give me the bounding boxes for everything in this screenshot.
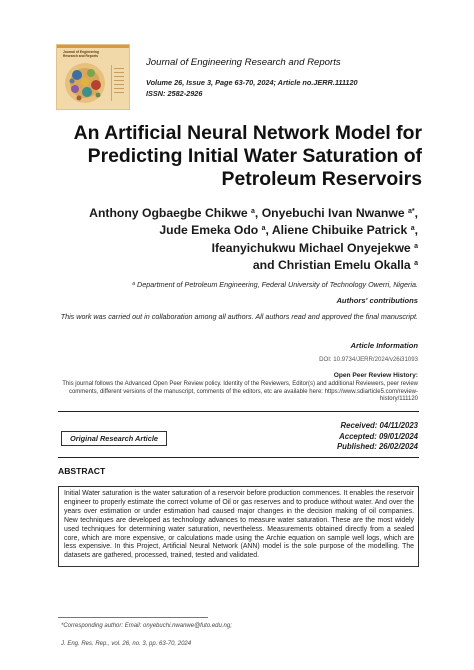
- citation: J. Eng. Res. Rep., vol. 26, no. 3, pp. 63-70, 2024: [61, 641, 192, 647]
- peer-review-text: This journal follows the Advanced Open Peer Review policy. Identity of the Reviewers, Editor(s) and additional Reviewers, peer review comments, different versions of the manuscript, comments of the editors, etc are available here: https://www.sdiarticle5.com/review-history/111120: [62, 381, 418, 402]
- author-list: [18, 204, 418, 273]
- footnote-divider: [58, 617, 208, 618]
- article-title: [22, 122, 422, 191]
- cover-top-strip: [57, 45, 129, 48]
- affiliation-text: Department of Petroleum Engineering, Federal University of Technology Owerri, Nigeria.: [135, 280, 418, 289]
- title-line: An Artificial Neural Network Model for: [73, 122, 422, 144]
- received-date: Received: 04/11/2023: [340, 421, 418, 430]
- issn: ISSN: 2582-2926: [146, 89, 203, 98]
- author-affiliation-mark: a: [251, 208, 255, 215]
- contributions-heading: Authors' contributions: [336, 296, 418, 305]
- affiliation-mark: a: [132, 281, 136, 287]
- author-name: Anthony Ogbaegbe Chikwe: [89, 206, 248, 220]
- abstract-heading: ABSTRACT: [58, 466, 106, 476]
- article-type-badge: Original Research Article: [61, 431, 167, 446]
- contributions-text: This work was carried out in collaboration among all authors. All authors read and approved the final manuscript.: [60, 312, 418, 321]
- volume-issue-line: Volume 26, Issue 3, Page 63-70, 2024; Article no.JERR.111120: [146, 78, 358, 87]
- author-separator: ,: [414, 223, 418, 238]
- cover-artwork: [63, 61, 107, 105]
- author-name: , Onyebuchi Ivan Nwanwe: [254, 206, 405, 220]
- author-name: Ifeanyichukwu Michael Onyejekwe: [211, 240, 411, 255]
- cover-title: Journal of Engineering Research and Reports: [63, 50, 99, 58]
- author-affiliation-mark: a: [410, 225, 415, 233]
- corresponding-author-note: *Corresponding author: Email: onyebuchi.nwanwe@futo.edu.ng;: [61, 623, 232, 629]
- author-name: and Christian Emelu Okalla: [252, 257, 411, 272]
- author-line: [18, 239, 418, 256]
- peer-review-heading: Open Peer Review History:: [333, 372, 418, 379]
- author-affiliation-mark: a: [414, 259, 418, 267]
- divider: [58, 411, 419, 412]
- author-affiliation-mark: a*: [407, 208, 415, 215]
- author-line: [18, 221, 418, 238]
- journal-cover-thumbnail: [56, 44, 130, 110]
- author-affiliation-mark: a: [261, 225, 266, 233]
- author-name: , Aliene Chibuike Patrick: [265, 223, 408, 238]
- published-date: Published: 26/02/2024: [336, 442, 418, 452]
- author-line: [18, 256, 418, 273]
- divider: [58, 457, 419, 458]
- title-line: Predicting Initial Water Saturation of: [87, 145, 422, 167]
- article-info-heading: Article Information: [350, 341, 418, 350]
- doi: DOI: 10.9734/JERR/2024/v26i31093: [319, 356, 418, 363]
- accepted-date: Accepted: 09/01/2024: [339, 431, 418, 441]
- affiliation: [132, 280, 418, 289]
- abstract-text: Initial Water saturation is the water saturation of a reservoir before production commences. It enables the reservoir engineer to properly estimate the correct volume of Oil or gas reserves and to produce without water. And over the years over estimation or under estimation had caused major changes in the decision making of oil companies. New techniques are developed as technology advances to measure water saturation. These are the most widely used techniques for determining water saturation, nevertheless. Measurements obtained directly from a sealed core, which are more expensive, or calculations made using the Archie equation on sample well logs, which are less expensive. In this Project, Artificial Neural Network (ANN) model is the sole purpose of the modelling. The datasets are gathered, processed, trained, tested and validated.: [58, 486, 419, 567]
- cover-side-lines: [111, 65, 126, 101]
- author-line: [18, 204, 418, 221]
- author-separator: ,: [414, 206, 418, 220]
- author-affiliation-mark: a: [414, 242, 418, 250]
- author-name: Jude Emeka Odo: [159, 223, 259, 238]
- journal-name: Journal of Engineering Research and Reports: [146, 57, 341, 68]
- article-dates: [337, 421, 418, 453]
- title-line: Petroleum Reservoirs: [221, 168, 422, 190]
